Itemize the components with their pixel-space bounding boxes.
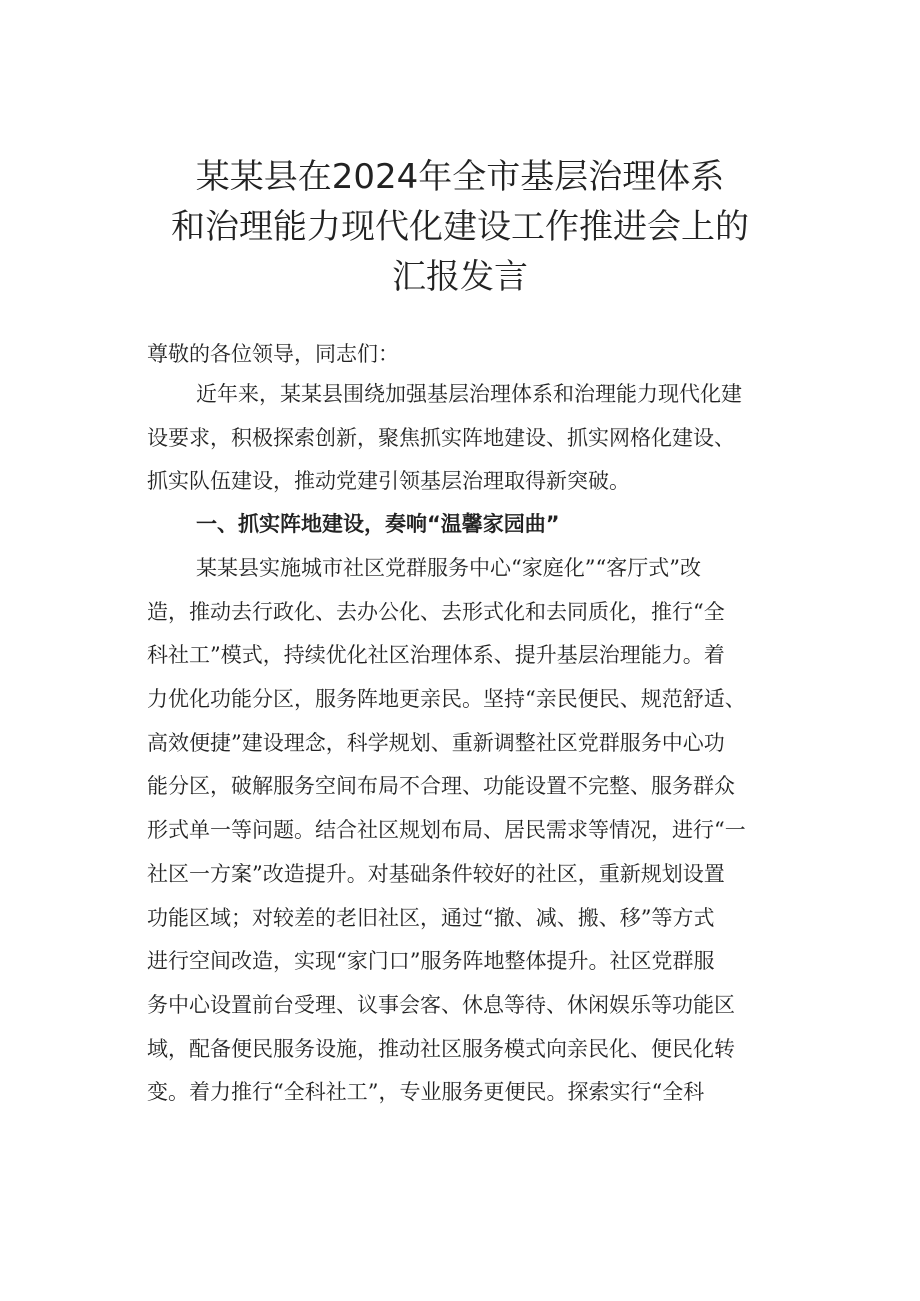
salutation: 尊敬的各位领导，同志们： bbox=[147, 342, 399, 366]
intro-line: 抓实队伍建设，推动党建引领基层治理取得新突破。 bbox=[147, 469, 630, 494]
body-line: 务中心设置前台受理、议事会客、休息等待、休闲娱乐等功能区 bbox=[147, 992, 735, 1017]
body-line: 造，推动去行政化、去办公化、去形式化和去同质化，推行“全 bbox=[147, 599, 725, 624]
intro-line: 近年来，某某县围绕加强基层治理体系和治理能力现代化建 bbox=[196, 382, 742, 406]
title-line-1: 某某县在2024年全市基层治理体系 bbox=[195, 157, 725, 197]
document-title bbox=[0, 152, 920, 302]
title-line-2: 和治理能力现代化建设工作推进会上的 bbox=[171, 207, 749, 247]
body-line: 能分区，破解服务空间布局不合理、功能设置不完整、服务群众 bbox=[147, 774, 735, 799]
body-line: 高效便捷”建设理念，科学规划、重新调整社区党群服务中心功 bbox=[147, 730, 725, 755]
body-line: 力优化功能分区，服务阵地更亲民。坚持“亲民便民、规范舒适、 bbox=[147, 687, 746, 712]
section-heading: 一、抓实阵地建设，奏响“温馨家园曲” bbox=[196, 512, 560, 536]
body-line: 功能区域；对较差的老旧社区，通过“撤、减、搬、移”等方式 bbox=[147, 905, 715, 930]
section-1-paragraph bbox=[147, 547, 812, 1115]
body-line: 某某县实施城市社区党群服务中心“家庭化”“客厅式”改 bbox=[196, 556, 701, 580]
body-line: 科社工”模式，持续优化社区治理体系、提升基层治理能力。着 bbox=[147, 643, 725, 668]
body-line: 域，配备便民服务设施，推动社区服务模式向亲民化、便民化转 bbox=[147, 1036, 735, 1061]
title-line-3: 汇报发言 bbox=[392, 257, 528, 297]
body-line: 变。着力推行“全科社工”，专业服务更便民。探索实行“全科 bbox=[147, 1080, 705, 1105]
intro-paragraph bbox=[147, 373, 812, 504]
intro-line: 设要求，积极探索创新，聚焦抓实阵地建设、抓实网格化建设、 bbox=[147, 425, 735, 450]
body-line: 形式单一等问题。结合社区规划布局、居民需求等情况，进行“一 bbox=[147, 818, 746, 843]
body-line: 进行空间改造，实现“家门口”服务阵地整体提升。社区党群服 bbox=[147, 949, 715, 974]
body-line: 社区一方案”改造提升。对基础条件较好的社区，重新规划设置 bbox=[147, 861, 725, 886]
